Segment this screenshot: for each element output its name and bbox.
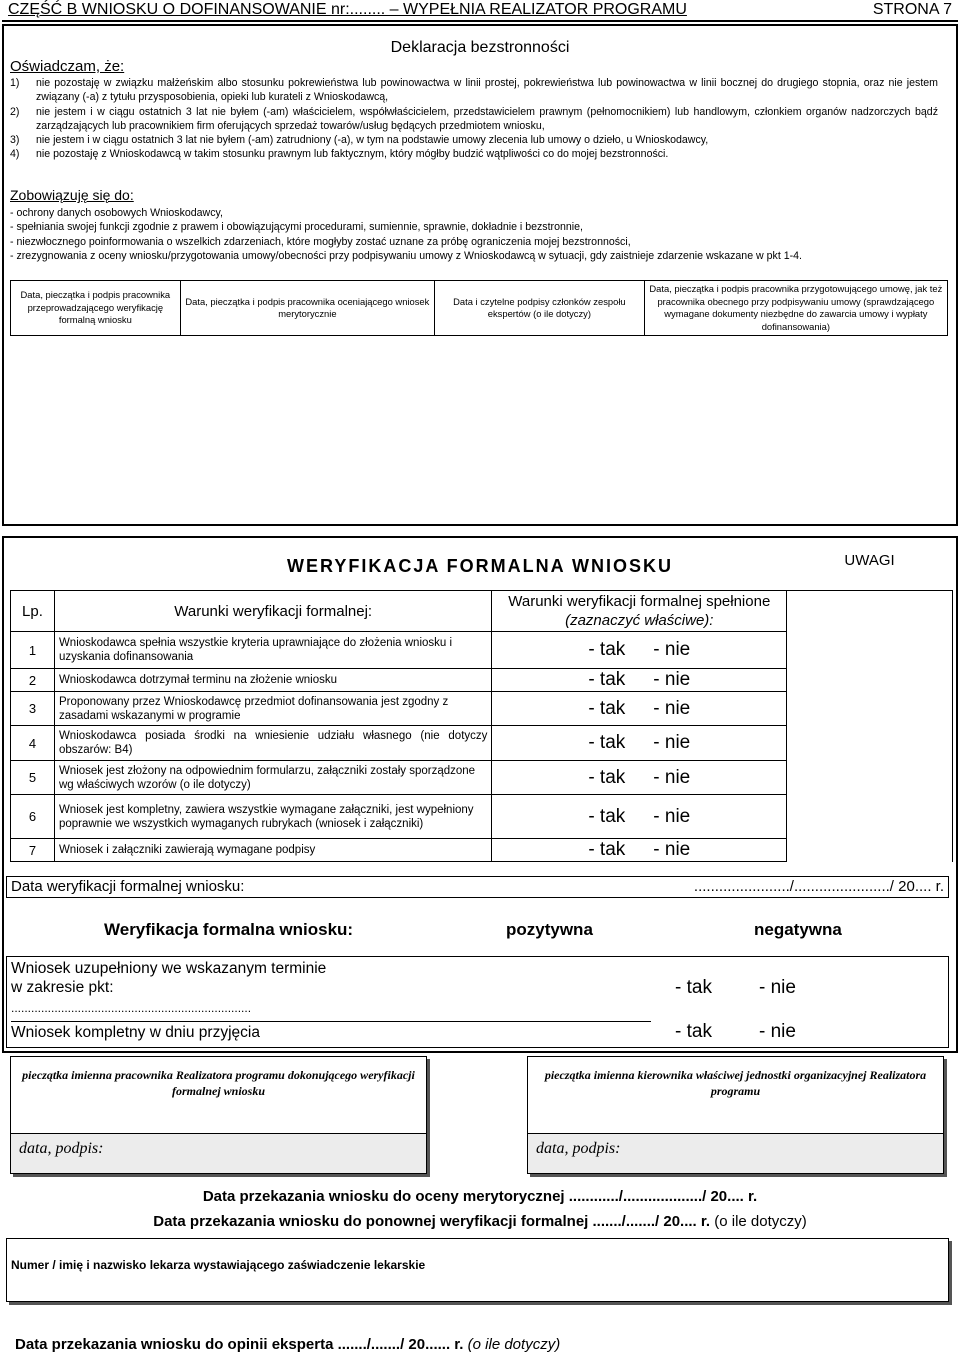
obligation-item: - spełniania swojej funkcji zgodnie z prawem i obowiązującymi procedurami, sumiennie, sprawnie, dokładnie i bezstronnie, — [10, 221, 583, 234]
option-no[interactable]: - nie — [653, 669, 691, 690]
option-yes[interactable]: - tak — [588, 732, 626, 753]
table-row: 2 Wnioskodawca dotrzymał terminu na złożenie wniosku - tak - nie — [11, 669, 953, 692]
result-positive-option[interactable]: pozytywna — [506, 920, 593, 939]
option-yes[interactable]: - tak — [588, 669, 626, 690]
col-lp: Lp. — [11, 591, 55, 632]
verification-result-label: Weryfikacja formalna wniosku: — [104, 920, 354, 939]
complete-option-yes[interactable]: - tak — [675, 1021, 712, 1042]
declaration-item: 4) nie pozostaję z Wnioskodawcą w takim stosunku prawnym lub faktycznym, który mógłby budzić wątpliwości co do mojej bezstronności. — [10, 148, 669, 161]
option-yes[interactable]: - tak — [588, 839, 626, 860]
date-signature-field[interactable]: data, podpis: — [11, 1133, 426, 1173]
option-no[interactable]: - nie — [653, 805, 691, 827]
supplemented-option-no[interactable]: - nie — [759, 977, 796, 998]
table-header-row — [11, 591, 953, 632]
table-row: 6 Wniosek jest kompletny, zawiera wszystkie wymagane załączniki, jest wypełniony poprawnie we wszystkich wymaganych rubrykach (wniosek i załączniki) - tak - nie — [11, 795, 953, 839]
supplemented-label: Wniosek uzupełniony we wskazanym terminie — [11, 960, 327, 977]
col-notes[interactable]: UWAGI — [787, 591, 953, 862]
stamp-label: pieczątka imienna pracownika Realizatora programu dokonującego weryfikacji formalnej wniosku — [22, 1068, 415, 1098]
signature-cell-merit[interactable]: Data, pieczątka i podpis pracownika oceniającego wniosek merytorycznie — [181, 281, 435, 335]
verification-date-field[interactable]: ......................./......................./ 20.... r. — [693, 878, 944, 895]
reverify-transfer-line[interactable]: Data przekazania wniosku do ponownej weryfikacji formalnej ......./......./ 20.... r. (o ile dotyczy) — [153, 1213, 807, 1230]
yes-no-options[interactable] — [492, 726, 787, 761]
supplemented-scope-field[interactable]: ........................................................................ — [11, 1001, 252, 1015]
declaration-list — [10, 76, 938, 162]
stamp-label: pieczątka imienna kierownika właściwej jednostki organizacyjnej Realizatora programu — [544, 1068, 927, 1098]
option-yes[interactable]: - tak — [588, 766, 626, 788]
merit-transfer-line[interactable]: Data przekazania wniosku do oceny merytorycznej ............/.................../ 20.... r. — [202, 1188, 758, 1205]
table-row: 5 Wniosek jest złożony na odpowiednim formularzu, załączniki zostały sporządzone wg właściwych wzorów (o ile dotyczy) - tak - nie — [11, 761, 953, 795]
obligation-item: - ochrony danych osobowych Wnioskodawcy, — [10, 207, 223, 219]
table-row: 3 Proponowany przez Wnioskodawcę przedmiot dofinansowania jest zgodny z zasadami wskazanymi w programie - tak - nie — [11, 692, 953, 726]
option-no[interactable]: - nie — [653, 766, 691, 788]
table-row: 1 Wnioskodawca spełnia wszystkie kryteria uprawniające do złożenia wniosku i uzyskania dofinansowania - tak - nie — [11, 632, 953, 669]
option-yes[interactable]: - tak — [588, 805, 626, 827]
option-yes[interactable]: - tak — [588, 639, 626, 660]
verification-title: WERYFIKACJA FORMALNA WNIOSKU — [287, 556, 673, 576]
signature-cell-formal[interactable]: Data, pieczątka i podpis pracownika przeprowadzającego weryfikację formalną wniosku — [11, 281, 181, 335]
yes-no-options[interactable] — [492, 761, 787, 795]
yes-no-options[interactable] — [492, 692, 787, 726]
option-no[interactable]: - nie — [653, 697, 691, 719]
declaration-intro: Oświadczam, że: — [10, 58, 125, 75]
verification-date-label: Data weryfikacji formalnej wniosku: — [11, 878, 245, 895]
obligation-item: - niezwłocznego poinformowania o wszelkich zdarzeniach, które mogłyby zostać uznane za próbę ograniczenia mojej bezstronności, — [10, 235, 631, 248]
declaration-title: Deklaracja bezstronności — [390, 39, 570, 56]
obligation-item: - zrezygnowania z oceny wniosku/przygotowania umowy/obecności przy podpisywaniu umowy z Wnioskodawcą w sytuacji, gdy zaistnieje zdarzenie wskazane w pkt 1-4. — [10, 249, 802, 262]
signature-cell-experts[interactable]: Data i czytelne podpisy członków zespołu ekspertów (o ile dotyczy) — [435, 281, 645, 335]
doctor-field[interactable]: Numer / imię i nazwisko lekarza wystawiającego zaświadczenie lekarskie — [6, 1238, 949, 1302]
supplemented-option-yes[interactable]: - tak — [675, 977, 712, 998]
option-no[interactable]: - nie — [653, 839, 691, 860]
stamp-box-employee — [10, 1056, 427, 1174]
obligations-title: Zobowiązuję się do: — [10, 187, 134, 203]
signature-cell-contract[interactable]: Data, pieczątka i podpis pracownika przygotowującego umowę, jak też pracownika obecnego przy podpisywaniu umowy (sprawdzającego wymagane dokumenty niezbędne do zawarcia umowy i wypłaty dofinansowania) — [649, 283, 943, 332]
obligations-list — [10, 206, 936, 263]
col-met: Warunki weryfikacji formalnej spełnione (zaznaczyć właściwe): — [492, 591, 787, 632]
declaration-item: 2) nie jestem i w ciągu ostatnich 3 lat nie byłem (-am) właścicielem, współwłaścicielem, przedstawicielem prawnym (pełnomocnikiem) lub handlowym, członkiem organów nadzorczych bądź zarządzających lub pracownikiem firm oferujących sprzedaż towarów/usług będących przedmiotem wniosku, — [10, 105, 938, 132]
table-row: 7 Wniosek i załączniki zawierają wymagane podpisy - tak - nie — [11, 839, 953, 862]
complete-label: Wniosek kompletny w dniu przyjęcia — [11, 1021, 651, 1042]
option-no[interactable]: - nie — [653, 732, 691, 753]
yes-no-options[interactable] — [492, 795, 787, 839]
table-row: 4 Wnioskodawca posiada środki na wniesienie udziału własnego (nie dotyczy obszarów: B4) - tak - nie — [11, 726, 953, 761]
supplemented-scope-label: w zakresie pkt: — [11, 979, 114, 996]
declaration-section — [2, 24, 958, 526]
signature-row — [10, 280, 948, 336]
stamp-box-manager — [527, 1056, 944, 1174]
result-negative-option[interactable]: negatywna — [754, 920, 842, 939]
yes-no-options[interactable] — [492, 669, 787, 692]
yes-no-options[interactable] — [492, 839, 787, 862]
page-number: STRONA 7 — [872, 1, 952, 18]
supplement-box — [6, 956, 949, 1048]
verification-date-row — [6, 876, 949, 898]
option-no[interactable]: - nie — [653, 639, 691, 660]
yes-no-options[interactable] — [492, 632, 787, 669]
col-conditions: Warunki weryfikacji formalnej: — [54, 591, 491, 632]
date-signature-field[interactable]: data, podpis: — [528, 1133, 943, 1173]
option-yes[interactable]: - tak — [588, 697, 626, 719]
expert-transfer-line[interactable]: Data przekazania wniosku do opinii eksperta ......./......./ 20...... r. (o ile dotyczy) — [15, 1336, 561, 1353]
header-title: CZĘŚĆ B WNIOSKU O DOFINANSOWANIE nr:........ – WYPEŁNIA REALIZATOR PROGRAMU — [8, 1, 687, 18]
page-header — [2, 0, 958, 22]
declaration-item: 3) nie jestem i w ciągu ostatnich 3 lat nie byłem (-am) zatrudniony (-a), w tym na podstawie umowy zlecenia lub umowy o dzieło, u Wnioskodawcy, — [10, 134, 709, 147]
complete-option-no[interactable]: - nie — [759, 1021, 796, 1042]
declaration-item: 1) nie pozostaję w związku małżeńskim albo stosunku pokrewieństwa lub powinowactwa w linii prostej, pokrewieństwa lub powinowactwa w linii bocznej do drugiego stopnia, oraz nie jestem związany (-a) z tytułu przysposobienia, opieki lub kurateli z Wnioskodawcą, — [10, 77, 938, 104]
